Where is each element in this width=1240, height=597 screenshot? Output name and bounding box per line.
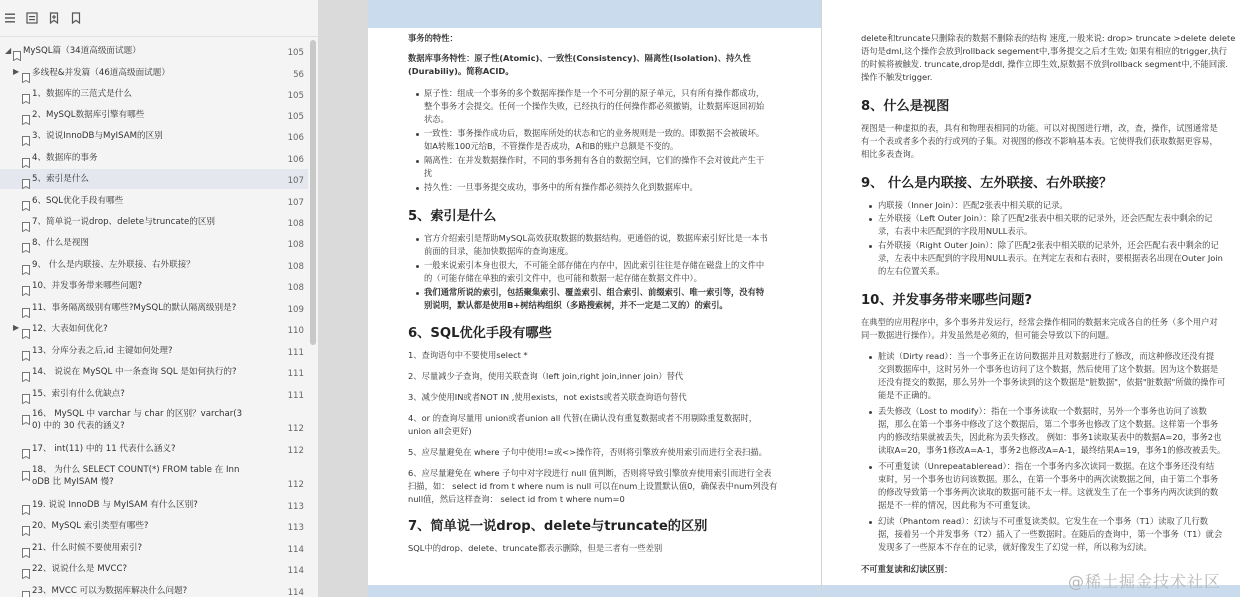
bookmark-icon (22, 346, 30, 356)
toc-page: 106 (287, 155, 304, 165)
paragraph: 在典型的应用程序中，多个事务并发运行，经常会操作相同的数据来完成各自的任务（多个用户对 (861, 317, 1218, 327)
toc-label-cont: 0) 中的 30 代表的涵义? (32, 421, 125, 431)
toc-page: 114 (287, 566, 304, 576)
paragraph: 5、应尽量避免在 where 子句中使用!=或<>操作符，否则将引擎放弃使用索引而进行全表扫描。 (408, 447, 767, 457)
toc-page: 114 (287, 545, 304, 555)
bookmark-icon (22, 324, 30, 334)
bookmark-icon (22, 466, 30, 476)
section-heading: 5、索引是什么 (408, 209, 497, 224)
toc-page: 111 (287, 348, 304, 358)
paragraph: 官方介绍索引是帮助MySQL高效获取数据的数据结构。更通俗的说，数据库索引好比是一本书 (424, 233, 768, 243)
toc-item[interactable] (0, 561, 308, 577)
toc-page: 112 (287, 446, 304, 456)
paragraph: 的（可能存储在单独的索引文件中，也可能和数据一起存储在数据文件中）。 (424, 273, 702, 283)
toc-label: 14、 说说在 MySQL 中一条查询 SQL 是如何执行的? (32, 367, 237, 377)
bookmark-icon[interactable] (68, 10, 84, 26)
paragraph: 整个事务才会提交。任何一个操作失败，已经执行的任何操作都必须撤销，让数据库返回初始 (424, 101, 765, 111)
paragraph: 相比多表查询。 (861, 149, 920, 159)
paragraph: 交到数据库中，这时另外一个事务也访问了这个数据，然后使用了这个数据。因为这个数据是 (878, 364, 1219, 374)
toc-page: 108 (287, 283, 304, 293)
paragraph: 数据库事务特性：原子性(Atomic)、一致性(Consistency)、隔离性(Isolation)、持久性(Durabiliy)。简称ACID。 (408, 53, 751, 76)
bullet-icon (869, 356, 872, 359)
bullet-icon (416, 187, 419, 190)
paragraph: 幻读（Phantom read）：幻读与不可重复读类似。它发生在一个事务（T1）读取了几行数 (878, 516, 1209, 526)
bookmark-icon (22, 68, 30, 78)
bullet-icon (869, 205, 872, 208)
toc-page: 107 (287, 198, 304, 208)
toc-label: 12、大表如何优化? (32, 324, 108, 334)
pdf-page-right (821, 0, 1240, 597)
toc-page: 105 (287, 112, 304, 122)
toc-label: 15、索引有什么优缺点? (32, 389, 125, 399)
paragraph: 束时，另一个事务也访问该数据。那么，在第一个事务中的两次读数据之间，由于第二个事务 (878, 474, 1219, 484)
expand-outline-icon[interactable] (24, 10, 40, 26)
bullet-icon (416, 160, 419, 163)
toc-label: 6、SQL优化手段有哪些 (32, 196, 124, 206)
paragraph: 隔离性：在并发数据操作时，不同的事务拥有各自的数据空间，它们的操作不会对彼此产生干 (424, 155, 765, 165)
paragraph: 操作不触发trigger. (861, 72, 933, 82)
bookmark-icon (22, 217, 30, 227)
toc-page: 112 (287, 480, 304, 490)
bookmark-icon (22, 521, 30, 531)
bookmark-icon (22, 196, 30, 206)
paragraph: 丢失修改（Lost to modify）：指在一个事务读取一个数据时，另外一个事务也访问了该数 (878, 406, 1207, 416)
toc-item[interactable] (0, 540, 308, 556)
toc-page: 105 (287, 91, 304, 101)
collapse-icon[interactable]: ◢ (5, 46, 12, 55)
paragraph: delete和truncate只删除表的数据不删除表的结构 速度,一般来说: drop> truncate >delete delete (861, 33, 1236, 43)
toc-label: 11、事务隔离级别有哪些?MySQL的默认隔离级别是? (32, 303, 237, 313)
toc-page: 107 (287, 176, 304, 186)
bullet-icon (416, 238, 419, 241)
paragraph: 右外联接（Right Outer Join）：除了匹配2张表中相关联的记录外，还会匹配右表中剩余的记 (878, 240, 1219, 250)
pdf-page-left (368, 0, 821, 597)
toc-label: 3、说说InnoDB与MyISAM的区别 (32, 131, 163, 141)
bookmark-icon (22, 110, 30, 120)
toc-label: 9、 什么是内联接、左外联接、右外联接？ (32, 260, 195, 270)
paragraph: 事务的特性： (408, 33, 458, 43)
toc-item-selected[interactable] (0, 169, 308, 189)
toc-item[interactable] (0, 128, 308, 144)
toc-page: 114 (287, 588, 304, 597)
paragraph: 能是不正确的。 (878, 390, 937, 400)
paragraph: 据，那么在第一个事务中修改了这个数据后，第二个事务也修改了这个数据。这样第一个事务 (878, 419, 1219, 429)
bullet-icon (416, 133, 419, 136)
toc-item[interactable] (0, 386, 308, 402)
toc-page: 109 (287, 305, 304, 315)
paragraph: 1、查询语句中不要使用select * (408, 350, 528, 360)
outline-sidebar (0, 0, 319, 597)
paragraph: 前面的目录，能加快数据库的查询速度。 (424, 246, 574, 256)
bullet-icon (869, 218, 872, 221)
section-heading: 10、并发事务带来哪些问题? (861, 293, 1033, 308)
paragraph: 不可重复读和幻读区别： (861, 564, 953, 574)
bullet-icon (869, 466, 872, 469)
bookmark-icon (22, 543, 30, 553)
bookmark-icon (22, 238, 30, 248)
watermark: @稀土掘金技术社区 (1067, 572, 1221, 591)
toc-page: 108 (287, 262, 304, 272)
toc-label: 19. 说说 InnoDB 与 MyISAM 有什么区别? (32, 500, 198, 510)
toc-item[interactable] (0, 43, 308, 59)
bookmark-icon (22, 410, 30, 420)
paragraph: 读取A=20，事务1修改A=A-1，事务2也修改A=A-1，最终结果A=19，事务1的修改被丢失。 (878, 445, 1226, 455)
toc-item[interactable] (0, 235, 308, 251)
bookmark-icon (22, 260, 30, 270)
bullet-icon (869, 521, 872, 524)
toc-item[interactable] (0, 518, 308, 534)
paragraph: 2、尽量减少子查询，使用关联查询（left join,right join,inner join）替代 (408, 371, 684, 381)
toc-label: 4、数据库的事务 (32, 153, 98, 163)
document-viewer[interactable] (318, 0, 1240, 597)
bookmark-add-icon[interactable] (46, 10, 62, 26)
section-heading: 7、简单说一说drop、delete与truncate的区别 (408, 519, 708, 534)
toc-page: 110 (287, 326, 304, 336)
paragraph: SQL中的drop、delete、truncate都表示删除，但是三者有一些差别 (408, 543, 663, 553)
toc-item[interactable] (0, 497, 308, 513)
toc-page: 108 (287, 240, 304, 250)
paragraph: 内的修改结果就被丢失，因此称为丢失修改。 例如：事务1读取某表中的数据A=20，事务2也 (878, 432, 1222, 442)
toc-page: 113 (287, 502, 304, 512)
toc-label: 18、 为什么 SELECT COUNT(*) FROM table 在 Inn (32, 465, 240, 475)
paragraph: 内联接（Inner Join）：匹配2张表中相关联的记录。 (878, 200, 1068, 210)
toc-label: 2、MySQL数据库引擎有哪些 (32, 110, 145, 120)
section-heading: 6、SQL优化手段有哪些 (408, 326, 552, 341)
toc-item[interactable] (0, 300, 308, 316)
toc-item[interactable] (0, 364, 308, 380)
paragraph: 据是不一样的情况，因此称为不可重复读。 (878, 500, 1036, 510)
paragraph: 我们通常所说的索引，包括聚集索引、覆盖索引、组合索引、前缀索引、唯一索引等，没有特 (424, 287, 765, 297)
paragraph: 的左右位置关系。 (878, 266, 945, 276)
paragraph: 6、应尽量避免在 where 子句中对字段进行 null 值判断，否则将导致引擎放弃使用索引而进行全表 (408, 468, 772, 478)
toc-label: 23、MVCC 可以为数据库解决什么问题? (32, 586, 188, 596)
bookmark-icon (13, 46, 21, 56)
paragraph: 录，右表中未匹配到的字段用NULL表示。 (878, 226, 1033, 236)
expand-icon[interactable]: ▶ (13, 323, 20, 332)
bookmark-icon (22, 303, 30, 313)
paragraph: 录，左表中未匹配到的字段用NULL表示。在判定左表和右表时，要根据表名出现在Outer Join (878, 253, 1223, 263)
toc-label: 7、简单说一说drop、delete与truncate的区别 (32, 217, 216, 227)
toc-item[interactable] (0, 214, 308, 230)
toc-label: 17、 int(11) 中的 11 代表什么涵义? (32, 444, 176, 454)
paragraph: 同一数据进行操作）。并发虽然是必须的，但可能会导致以下的问题。 (861, 330, 1115, 340)
paragraph: 一致性：事务操作成功后，数据库所处的状态和它的业务规则是一致的。即数据不会被破坏。 (424, 128, 765, 138)
bullet-icon (869, 245, 872, 248)
paragraph: 有一个表或者多个表的行或列的子集。对视图的修改不影响基本表。它使得我们获取数据更容易， (861, 136, 1218, 146)
bookmark-icon (22, 89, 30, 99)
paragraph: 语句是dml,这个操作会放到rollback segement中,事务提交之后才生效; 如果有相应的trigger,执行 (861, 46, 1228, 56)
toc-item[interactable] (0, 278, 308, 294)
toc-label: 20、MySQL 索引类型有哪些? (32, 521, 149, 531)
paragraph: 一般来说索引本身也很大，不可能全部存储在内存中，因此索引往往是存储在磁盘上的文件中 (424, 260, 765, 270)
bullet-icon (416, 93, 419, 96)
toc-label: 多线程&并发篇（46道高级面试题） (32, 68, 170, 78)
toc-label: 16、 MySQL 中 varchar 与 char 的区别？varchar(3 (32, 409, 243, 419)
toc-page: 111 (287, 391, 304, 401)
bookmark-icon (22, 586, 30, 596)
toc-item[interactable] (0, 193, 308, 209)
paragraph: 状态。 (424, 114, 449, 124)
toc-item[interactable] (0, 65, 308, 81)
toc-label: 22、说说什么是 MVCC? (32, 564, 128, 574)
toc-item[interactable] (0, 107, 308, 123)
toc-item[interactable] (0, 150, 308, 166)
bookmark-icon (22, 500, 30, 510)
toc-page: 111 (287, 369, 304, 379)
expand-icon[interactable]: ▶ (13, 67, 20, 76)
paragraph: 别说明，默认都是使用B+树结构组织（多路搜索树，并不一定是二叉的）的索引。 (424, 300, 728, 310)
paragraph: 还没有提交的数据，那么另外一个事务读到的这个数据是"脏数据"，依据"脏数据"所做的操作可 (878, 377, 1226, 387)
paragraph: 不可重复读（Unrepeatableread）：指在一个事务内多次读同一数据。在这个事务还没有结 (878, 461, 1215, 471)
toc-page: 113 (287, 523, 304, 533)
bookmark-icon (22, 444, 30, 454)
paragraph: 如A转账100元给B，不管操作是否成功，A和B的账户总额是不变的。 (424, 141, 679, 151)
toc-item[interactable] (0, 583, 308, 597)
paragraph: 持久性：一旦事务提交成功，事务中的所有操作都必须持久化到数据库中。 (424, 182, 698, 192)
bookmark-icon (22, 367, 30, 377)
bullet-icon (416, 265, 419, 268)
toc-item[interactable] (0, 463, 308, 491)
paragraph: 扫描，如： select id from t where num is null 可以在num上设置默认值0，确保表中num列没有 (408, 481, 778, 491)
sidebar-scrollbar[interactable] (310, 40, 316, 345)
toc-item[interactable] (0, 407, 308, 435)
toc-item[interactable] (0, 86, 308, 102)
bookmark-icon (22, 281, 30, 291)
bookmark-icon (22, 389, 30, 399)
paragraph: 据，接着另一个并发事务（T2）插入了一些数据时。在随后的查询中，第一个事务（T1）就会 (878, 529, 1223, 539)
bullet-icon (416, 292, 419, 295)
paragraph: union all会更好) (408, 426, 472, 436)
bookmark-icon (22, 174, 30, 184)
paragraph: 扰 (424, 168, 433, 178)
toc-item[interactable] (0, 257, 308, 273)
toc-label: 13、分库分表之后,id 主键如何处理? (32, 346, 173, 356)
bookmark-icon (22, 153, 30, 163)
toc-label: 21、什么时候不要使用索引? (32, 543, 143, 553)
paragraph: 脏读（Dirty read）：当一个事务正在访问数据并且对数据进行了修改，而这种修改还没有提 (878, 351, 1215, 361)
outline-view-icon[interactable] (2, 10, 18, 26)
page-footer-band (368, 585, 821, 597)
toc-label: 1、数据库的三范式是什么 (32, 89, 132, 99)
bookmark-icon (22, 131, 30, 141)
paragraph: 3、减少使用IN或者NOT IN ,使用exists，not exists或者关联查询语句替代 (408, 392, 687, 402)
sidebar-toolbar (0, 0, 318, 37)
toc-page: 105 (287, 48, 304, 58)
toc-item[interactable] (0, 343, 308, 359)
paragraph: 4、or 的查询尽量用 union或者union all 代替(在确认没有重复数据或者不用剔除重复数据时， (408, 413, 758, 423)
toc-label: 8、什么是视图 (32, 238, 90, 248)
toc-label: 10、并发事务带来哪些问题? (32, 281, 143, 291)
bookmark-icon (22, 564, 30, 574)
paragraph: 发现多了一些原本不存在的记录，就好像发生了幻觉一样，所以称为幻读。 (878, 542, 1152, 552)
bullet-icon (869, 411, 872, 414)
toc-item[interactable] (0, 441, 308, 457)
toc-page: 108 (287, 219, 304, 229)
paragraph: null值，然后这样查询： select id from t where num=0 (408, 494, 625, 504)
paragraph: 的修改导致第一个事务两次读取的数据可能不太一样。这就发生了在一个事务内两次读到的数 (878, 487, 1219, 497)
paragraph: 原子性：组成一个事务的多个数据库操作是一个不可分割的原子单元，只有所有操作都成功， (424, 88, 765, 98)
paragraph: 视图是一种虚拟的表，具有和物理表相同的功能。可以对视图进行增，改，查，操作，试图通常是 (861, 123, 1218, 133)
paragraph: 的时候将被触发. truncate,drop是ddl, 操作立即生效,原数据不放到rollback segment中,不能回滚. (861, 59, 1229, 69)
toc-label: MySQL篇（34道高级面试题） (23, 46, 141, 56)
toc-item[interactable] (0, 321, 308, 337)
section-heading: 8、什么是视图 (861, 99, 950, 114)
toc-label-cont: oDB 比 MyISAM 慢? (32, 477, 114, 487)
page-header-band (368, 0, 821, 28)
section-heading: 9、 什么是内联接、左外联接、右外联接？ (861, 176, 1113, 191)
toc-page: 56 (293, 70, 304, 80)
toc-page: 112 (287, 424, 304, 434)
paragraph: 左外联接（Left Outer Join）：除了匹配2张表中相关联的记录外，还会匹配左表中剩余的记 (878, 213, 1213, 223)
toc-label: 5、索引是什么 (32, 174, 90, 184)
toc-page: 106 (287, 133, 304, 143)
